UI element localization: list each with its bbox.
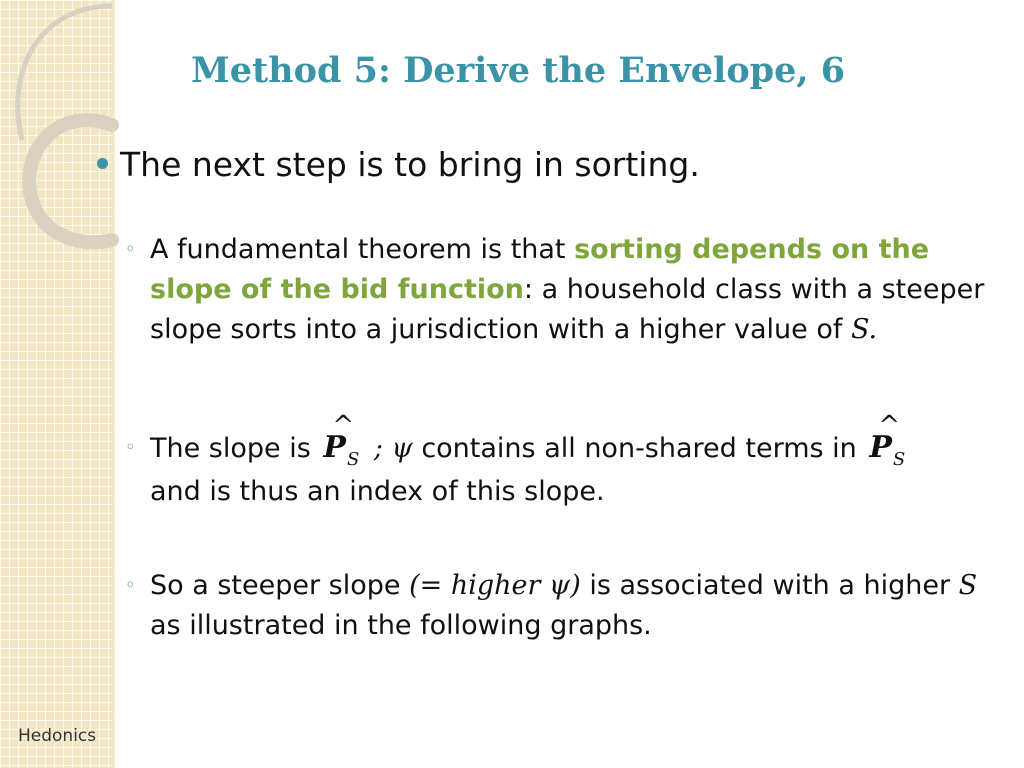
theorem-body: : a household class with a steeper slope sorts into a jurisdiction with a higher value of bbox=[150, 274, 985, 345]
p-hat-s-symbol bbox=[869, 411, 906, 472]
sub-bullet-slope-text bbox=[150, 411, 985, 512]
theorem-highlight: sorting depends on the slope of the bid function bbox=[150, 234, 930, 305]
paren-open: (= higher bbox=[409, 570, 550, 601]
variable-s: S bbox=[850, 314, 869, 345]
sub-bullet-theorem bbox=[125, 230, 985, 350]
sub-bullet-steeper bbox=[125, 566, 985, 646]
psi-symbol: ψ bbox=[391, 433, 413, 464]
paren-close: ) bbox=[570, 570, 581, 601]
slope-end: and is thus an index of this slope. bbox=[150, 476, 605, 507]
theorem-intro: A fundamental theorem is that bbox=[150, 234, 575, 265]
p-subscript: S bbox=[892, 449, 906, 470]
hat-accent: ^ bbox=[332, 411, 355, 441]
hollow-circle-bullet-icon: ◦ bbox=[125, 437, 136, 458]
steeper-intro: So a steeper slope bbox=[150, 570, 410, 601]
hollow-circle-bullet-icon: ◦ bbox=[125, 575, 136, 596]
main-bullet-text: The next step is to bring in sorting. bbox=[120, 145, 700, 184]
sub-bullet-steeper-text bbox=[150, 566, 985, 646]
hat-accent: ^ bbox=[878, 411, 901, 441]
main-bullet bbox=[97, 145, 700, 185]
sub-bullet-slope bbox=[125, 411, 985, 512]
variable-s: S bbox=[958, 570, 978, 601]
p-letter: P bbox=[869, 430, 892, 465]
steeper-body: is associated with a higher bbox=[580, 570, 959, 601]
slope-body: contains all non-shared terms in bbox=[412, 433, 866, 464]
theorem-end: . bbox=[868, 314, 878, 345]
slope-intro: The slope is bbox=[150, 433, 320, 464]
sub-bullet-theorem-text bbox=[150, 230, 985, 350]
p-hat-s-symbol bbox=[323, 411, 360, 472]
hollow-circle-bullet-icon: ◦ bbox=[125, 239, 136, 260]
p-letter: P bbox=[323, 430, 346, 465]
filled-circle-bullet-icon bbox=[97, 158, 108, 169]
footer-label: Hedonics bbox=[18, 726, 97, 746]
p-subscript: S bbox=[346, 449, 360, 470]
semicolon-sep: ; bbox=[365, 433, 392, 464]
steeper-end: as illustrated in the following graphs. bbox=[150, 610, 652, 641]
slide-title: Method 5: Derive the Envelope, 6 bbox=[191, 50, 846, 91]
psi-symbol: ψ bbox=[549, 570, 571, 601]
